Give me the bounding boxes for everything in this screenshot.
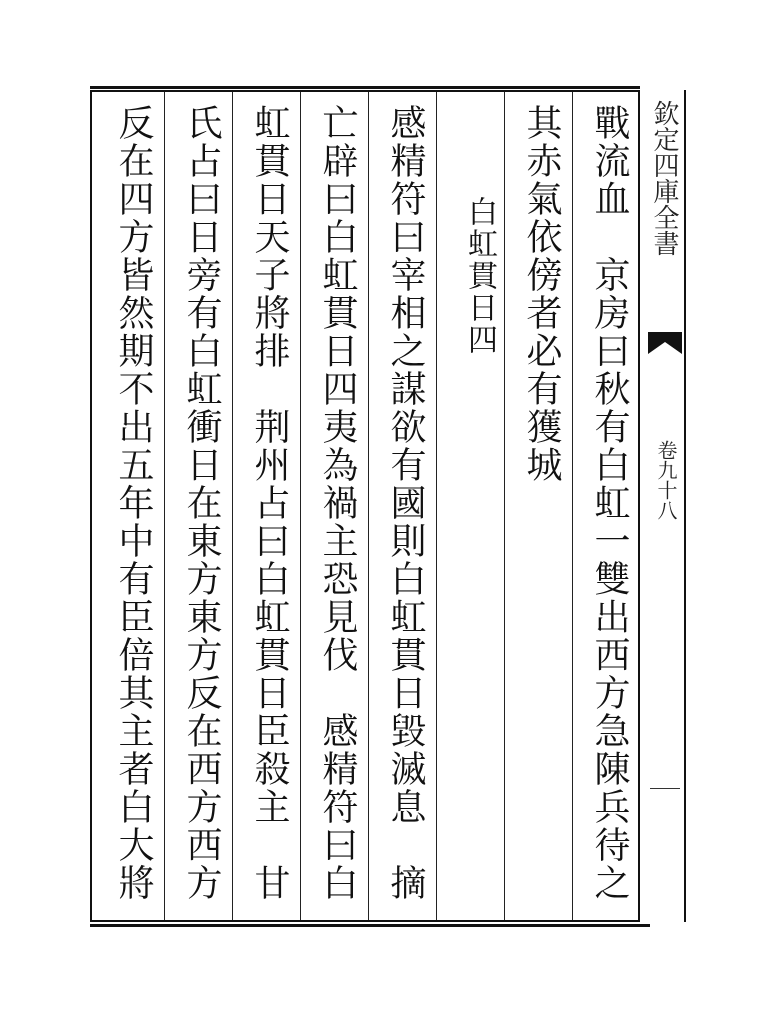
top-border-rule xyxy=(90,86,640,89)
text-column-7: 氏占曰日旁有白虹衝日在東方東方反在西方西方 xyxy=(181,104,222,902)
margin-volume-number: 卷九十八 xyxy=(654,440,678,520)
column-divider xyxy=(436,92,437,920)
margin-tick-line xyxy=(650,788,680,789)
text-column-5: 亡辟曰白虹貫日四夷為禍主恐見伐 感精符曰白 xyxy=(317,104,358,902)
column-divider xyxy=(164,92,165,920)
text-column-1: 戰流血 京房曰秋有白虹一雙出西方急陳兵待之 xyxy=(589,104,630,902)
fishtail-mark-icon xyxy=(648,332,682,354)
column-divider xyxy=(232,92,233,920)
margin-book-title: 欽定四庫全書 xyxy=(649,100,679,256)
text-column-4: 感精符曰宰相之謀欲有國則白虹貫日毀滅息 摘 xyxy=(385,104,426,902)
bottom-border-rule xyxy=(90,924,650,927)
text-column-2: 其赤氣依傍者必有獲城 xyxy=(521,104,562,484)
column-divider xyxy=(368,92,369,920)
column-divider xyxy=(572,92,573,920)
section-heading-column: 白虹貫日四 xyxy=(462,196,497,356)
text-column-8: 反在四方皆然期不出五年中有臣倍其主者白大將 xyxy=(113,104,154,902)
text-column-6: 虹貫日天子將排 荆州占曰白虹貫日臣殺主 甘 xyxy=(249,104,290,902)
column-divider xyxy=(300,92,301,920)
